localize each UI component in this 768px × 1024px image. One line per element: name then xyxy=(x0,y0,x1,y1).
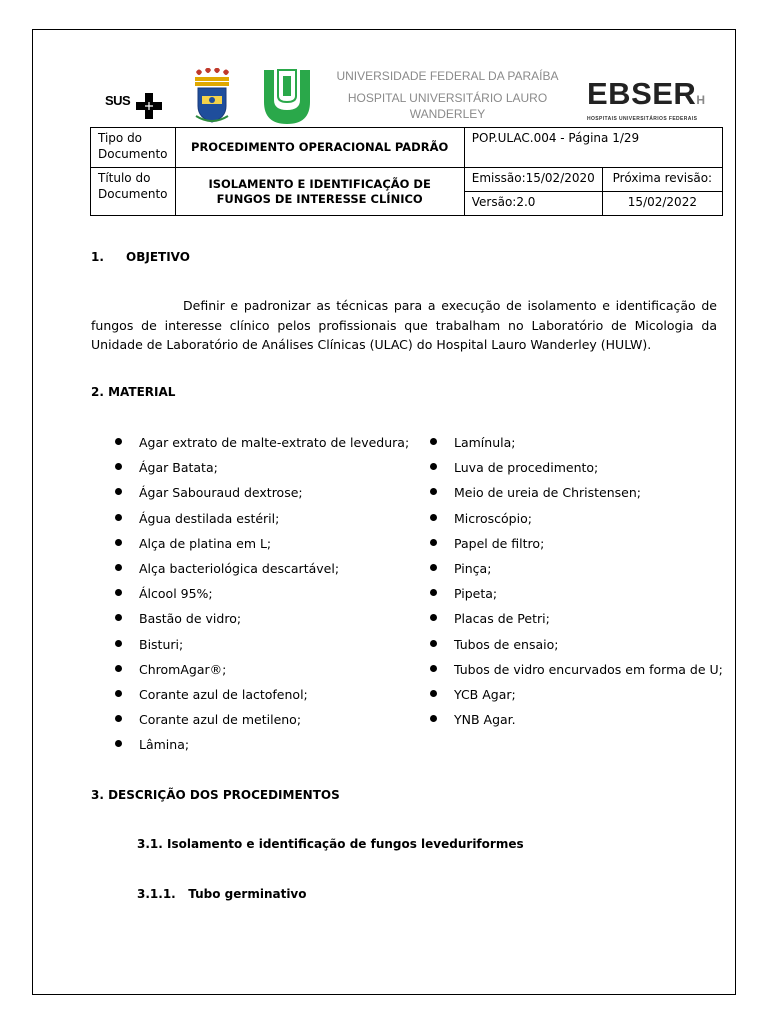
list-item: Tubos de vidro encurvados em forma de U; xyxy=(430,660,723,685)
bullet-icon xyxy=(115,740,122,747)
bullet-icon xyxy=(430,614,437,621)
list-item: Corante azul de metileno; xyxy=(115,710,409,735)
list-item: Corante azul de lactofenol; xyxy=(115,685,409,710)
list-item: Lâmina; xyxy=(115,735,409,760)
bullet-icon xyxy=(430,690,437,697)
bullet-icon xyxy=(115,564,122,571)
section3-1-1-title: 3.1.1. Tubo germinativo xyxy=(137,887,307,901)
section1-paragraph xyxy=(91,296,717,355)
bullet-icon xyxy=(430,514,437,521)
bullet-icon xyxy=(115,640,122,647)
section3-1-title: 3.1. Isolamento e identificação de fungos leveduriformes xyxy=(137,837,524,851)
list-item: Álcool 95%; xyxy=(115,584,409,609)
hu-logo-icon xyxy=(262,68,312,126)
proxima-revisao-date: 15/02/2022 xyxy=(602,192,722,216)
emissao-date: Emissão:15/02/2020 xyxy=(464,168,602,192)
sus-logo-text: SUS xyxy=(105,93,131,108)
bullet-icon xyxy=(115,665,122,672)
sus-cross-icon xyxy=(136,93,162,119)
ebserh-logo xyxy=(587,78,723,122)
ufpb-crest-icon xyxy=(192,68,232,126)
hospital-name: HOSPITAL UNIVERSITÁRIO LAURO WANDERLEY xyxy=(347,91,548,121)
list-item: Alça de platina em L; xyxy=(115,534,409,559)
section3-title: 3. DESCRIÇÃO DOS PROCEDIMENTOS xyxy=(91,788,340,802)
titulo-value: ISOLAMENTO E IDENTIFICAÇÃO DE FUNGOS DE INTERESSE CLÍNICO xyxy=(175,168,464,216)
bullet-icon xyxy=(115,488,122,495)
bullet-icon xyxy=(115,463,122,470)
list-item: Luva de procedimento; xyxy=(430,458,723,483)
bullet-icon xyxy=(430,564,437,571)
list-item: Bastão de vidro; xyxy=(115,609,409,634)
proxima-revisao-label: Próxima revisão: xyxy=(602,168,722,192)
bullet-icon xyxy=(115,690,122,697)
section1-title: OBJETIVO xyxy=(126,250,190,264)
section2-title: 2. MATERIAL xyxy=(91,385,176,399)
material-list-left xyxy=(115,433,409,760)
bullet-icon xyxy=(430,539,437,546)
list-item: Lamínula; xyxy=(430,433,723,458)
list-item: Tubos de ensaio; xyxy=(430,635,723,660)
list-item: ChromAgar®; xyxy=(115,660,409,685)
bullet-icon xyxy=(115,715,122,722)
ebserh-subtitle: HOSPITAIS UNIVERSITÁRIOS FEDERAIS xyxy=(587,116,698,122)
tipo-label: Tipo do Documento xyxy=(91,128,176,168)
list-item: Pinça; xyxy=(430,559,723,584)
titulo-label: Título do Documento xyxy=(91,168,176,216)
bullet-icon xyxy=(115,438,122,445)
material-list-right xyxy=(430,433,723,735)
list-item: YCB Agar; xyxy=(430,685,723,710)
bullet-icon xyxy=(115,589,122,596)
bullet-icon xyxy=(430,463,437,470)
list-item: Agar extrato de malte-extrato de levedura; xyxy=(115,433,409,458)
list-item: Alça bacteriológica descartável; xyxy=(115,559,409,584)
list-item: Meio de ureia de Christensen; xyxy=(430,483,723,508)
bullet-icon xyxy=(430,715,437,722)
versao: Versão:2.0 xyxy=(464,192,602,216)
list-item: Ágar Sabouraud dextrose; xyxy=(115,483,409,508)
list-item: Papel de filtro; xyxy=(430,534,723,559)
bullet-icon xyxy=(115,614,122,621)
university-name: UNIVERSIDADE FEDERAL DA PARAÍBA xyxy=(336,69,559,83)
section1-text: Definir e padronizar as técnicas para a execução de isolamento e identificação de fungos de interesse clínico pelos profissionais que trabalham no Laboratório de Micologia da Unidade de Laboratório de Análises Clínicas (ULAC) do Hospital Lauro Wanderley (HULW). xyxy=(91,298,717,352)
document-code: POP.ULAC.004 - Página 1/29 xyxy=(464,128,722,168)
list-item: Bisturi; xyxy=(115,635,409,660)
bullet-icon xyxy=(430,665,437,672)
ebserh-wordmark-h: H xyxy=(696,93,706,107)
bullet-icon xyxy=(430,438,437,445)
list-item: Pipeta; xyxy=(430,584,723,609)
list-item: YNB Agar. xyxy=(430,710,723,735)
list-item: Ágar Batata; xyxy=(115,458,409,483)
list-item: Placas de Petri; xyxy=(430,609,723,634)
bullet-icon xyxy=(430,640,437,647)
section1-number: 1. xyxy=(91,250,104,264)
list-item: Microscópio; xyxy=(430,509,723,534)
bullet-icon xyxy=(430,488,437,495)
institution-names xyxy=(330,68,565,122)
bullet-icon xyxy=(430,589,437,596)
tipo-value: PROCEDIMENTO OPERACIONAL PADRÃO xyxy=(175,128,464,168)
ebserh-wordmark: EBSER xyxy=(587,76,697,111)
bullet-icon xyxy=(115,514,122,521)
list-item: Água destilada estéril; xyxy=(115,509,409,534)
bullet-icon xyxy=(115,539,122,546)
document-info-table xyxy=(90,127,723,216)
